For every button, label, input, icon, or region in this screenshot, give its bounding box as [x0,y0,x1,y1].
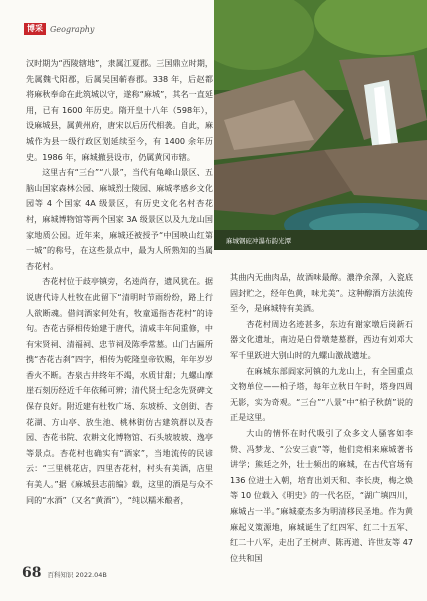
section-tag-english: Geography [50,24,95,34]
paragraph: 这里古有“三台”“八景”，当代有龟峰山景区、五脑山国家森林公园、麻城烈士陵园、麻城孝感乡文化园等 4 个国家 4A 级景区，有历史文化名村杏花村，麻城博物馆等两个国家 3A 级景区以及九龙山国家地质公园。近年来，麻城还被授予“中国映山红第一城”的称号，在这些景点中，最为人所熟知的当属杏花村。 [26,167,213,271]
section-tag: 博采 [24,23,46,35]
section-header [24,22,94,36]
page-number: 68 [22,565,42,581]
paragraph: 杏花村周边名迹甚多，东边有谢家墩后岗新石器文化遗址，南边是白骨墩楚墓群，西边有刘邓大军千里跃进大别山时的九螺山激战遗址。 [230,318,413,360]
page-footer [22,565,107,581]
right-column [230,270,413,566]
photo-caption: 麻城钢砣冲瀑布韵光潭 [226,237,291,245]
waterfall-photo [214,0,427,250]
paragraph: 杏花村位于歧亭镇旁，名逵尚存，遗风犹在。据说唐代诗人杜牧在此留下“清明时节雨纷纷，路上行人欲断魂。借问酒家何处有，牧童遥指杏花村”的诗句。杏花古驿相传始建于唐代，清咸丰年间重修，中有宋贤祠、清福祠、忠节祠及陈季常墓。山门古匾所携“杏花古刹”四字，相传为乾隆皇帝钦赐，年年岁岁香火不断。杏泉古井终年不竭，水质甘甜；九螺山摩崖石刻历经近千年依稀可辨；清代贤士纪念先贤碑文保存良好。附近建有杜牧广场、东坡桥、文创街、杏花湖、方山亭、放生池、桃林街仿古建筑群以及杏园、杏花书院、农耕文化博物馆、石头坡坡坡、逸亭等景点。杏花村也确实有“酒家”，当地流传的民谚云：“三里桃花店，四里杏花村，村头有美酒，店里有美人。”据《麻城县志前编》载，这里的酒是与众不同的“水酒”（又名“黄酒”），“纯以糯米酿者， [26,276,213,505]
waterfall-illustration [214,0,427,250]
paragraph: 其曲内无曲肉品，故酒味最醇。濃浄余澤，入瓷底固封贮之，经年色黄，味尤美”。这种醇酒方法流传至今，是麻城特有美酒。 [230,272,413,314]
paragraph: 汉时期为“西陵辖地”，隶属江夏郡。三国鼎立时期，先属魏弋阳郡，后属吴国蕲春郡。338 年，后赵都将麻秋奉命在此筑城以守，遂称“麻城”，其名一直延用，已有 1600 年历史。隋开皇十八年（598年），设麻城县，属黄州府，唐宋以后历代相袭。自此，麻城作为县一级行政区划延续至今，有 1400 余年历史。1986 年，麻城撤县设市，仍属黄冈市辖。 [26,58,213,162]
left-column [26,56,213,508]
paragraph: 大山的情怀在时代吸引了众多文人骚客如李贽、冯梦龙、“公安三袁”等，他们竞相来麻城著书讲学；熊廷之外，壮士频出的麻城，在古代官场有 136 位进士入朝，培育出刘天和、李长庚，梅之焕等 10 位载入《明史》的一代名臣，“湖广填四川，麻城占一半。”麻城豪杰多为明清移民圣地。作为黄麻起义策源地，麻城诞生了红四军、红二十五军、红二十八军，走出了王树声、陈再道、许世友等 47 位共和国 [230,427,413,563]
paragraph: 在麻城东部阎家河镇的九龙山上，有全国重点文物单位——柏子塔，每年立秋日午时，塔身四周无影，实为奇观。“三台”“八景”中“柏子秋荫”说的正是这里。 [230,365,413,423]
journal-name: 百科知识 2022.04B [47,571,107,579]
